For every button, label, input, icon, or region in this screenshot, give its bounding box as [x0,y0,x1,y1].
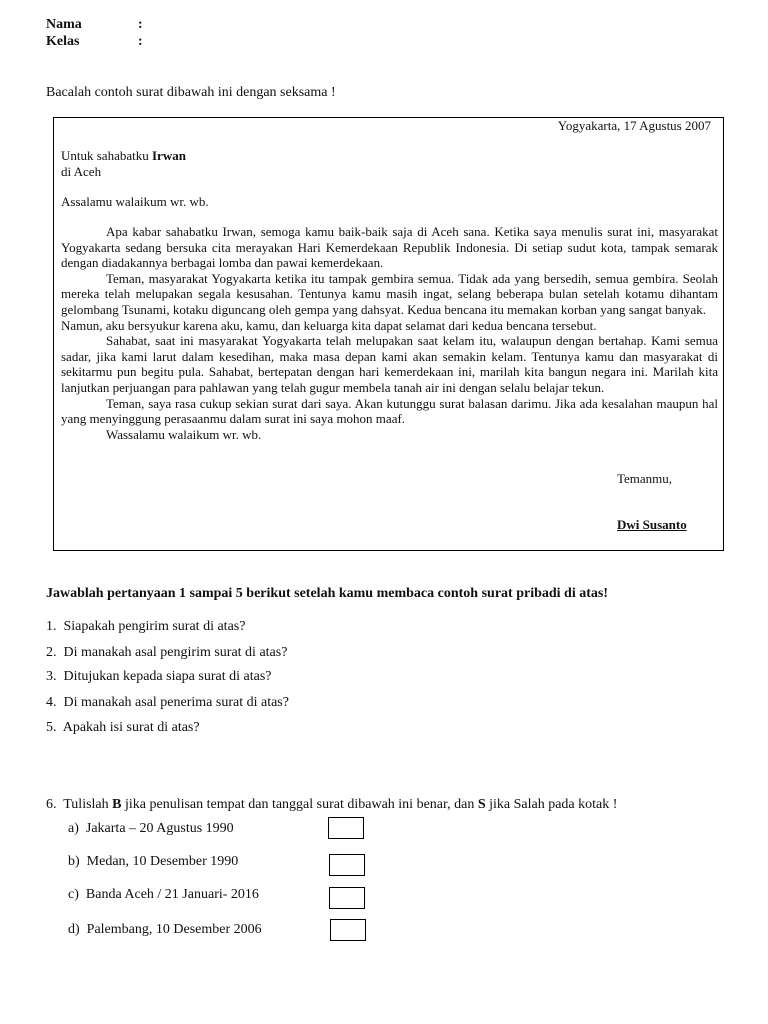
question-item [46,669,271,685]
option-text: Jakarta – 20 Agustus 1990 [85,821,234,836]
question-item [46,645,287,661]
letter-sender: Dwi Susanto [617,517,687,532]
q6-s-letter: S [477,797,486,812]
name-colon: : [138,17,143,32]
recipient-prefix: Untuk sahabatku [61,148,152,163]
question-number: 3. [46,669,57,684]
letter-place-date: Yogyakarta, 17 Agustus 2007 [557,118,711,133]
question-item [46,720,200,736]
question-number: 1. [46,619,57,634]
question-text: Di manakah asal pengirim surat di atas? [63,645,288,660]
letter-paragraph: Wassalamu walaikum wr. wb. [106,426,262,442]
option-label: c) [68,887,79,902]
option-text: Palembang, 10 Desember 2006 [86,922,262,937]
q6-option [68,887,259,903]
letter-recipient [61,148,186,164]
recipient-name: Irwan [151,148,186,163]
question-number: 5. [46,720,57,735]
option-label: a) [68,821,79,836]
question-text: Di manakah asal penerima surat di atas? [63,695,289,710]
letter-paragraph: Namun, aku bersyukur karena aku, kamu, dan keluarga kita dapat selamat dari kedua bencana tersebut. [61,317,597,333]
answer-box-d[interactable] [330,919,366,941]
question-number: 2. [46,645,57,660]
answer-box-b[interactable] [329,854,365,876]
q6-text-part: jika penulisan tempat dan tanggal surat dibawah ini benar, dan [121,797,478,812]
letter-paragraph: Sahabat, saat ini masyarakat Yogyakarta telah melupakan saat kelam itu, walaupun dengan bertahap. Kami semua sadar, jika kami larut dalam kesedihan, maka masa depan kami akan semakin kelam. Tentunya kamu dan masyarakat di sekitarmu pun begitu pula. Sahabat, bertepatan dengan hari kemerdekaan ini, marilah kita bangun negara ini. Marilah kita lanjutkan perjuangan para pahlawan yang telah gugur membela tanah air ini dengan selalu belajar tekun. [61,333,718,395]
letter-closing: Temanmu, [617,471,673,486]
option-text: Medan, 10 Desember 1990 [86,854,239,869]
letter-box [53,117,724,551]
option-label: b) [68,854,80,869]
letter-body [61,224,718,442]
q6-option [68,854,238,870]
question-6 [46,797,617,813]
question-number: 4. [46,695,57,710]
question-text: Ditujukan kepada siapa surat di atas? [63,669,272,684]
letter-paragraph: Apa kabar sahabatku Irwan, semoga kamu baik-baik saja di Aceh sana. Ketika saya menulis surat ini, masyarakat Yogyakarta sedang bersuka cita merayakan Hari Kemerdekaan Republik Indonesia. Di setiap sudut kota, tampak semarak dengan diadakannya berbagai lomba dan pawai kemerdekaan. [61,224,718,271]
letter-recipient-place: di Aceh [61,164,102,179]
question-item [46,695,289,711]
question-text: Apakah isi surat di atas? [62,720,200,735]
letter-greeting: Assalamu walaikum wr. wb. [61,194,209,209]
question-number: 6. [46,797,57,812]
reading-instruction: Bacalah contoh surat dibawah ini dengan seksama ! [46,85,336,100]
letter-paragraph: Teman, masyarakat Yogyakarta ketika itu tampak gembira semua. Tidak ada yang bersedih, semua gembira. Seolah mereka telah melupakan segala kesusahan. Tentunya kamu masih ingat, selang beberapa bulan setelah kotamu dihantam gelombang Tsunami, kotaku diguncang oleh gempa yang dahsyat. Kedua bencana itu memakan korban yang sangat banyak. [61,270,718,317]
class-colon: : [138,34,143,49]
question-text: Siapakah pengirim surat di atas? [63,619,246,634]
answer-box-a[interactable] [328,817,364,839]
q6-option [68,821,234,837]
questions-instruction: Jawablah pertanyaan 1 sampai 5 berikut setelah kamu membaca contoh surat pribadi di atas! [46,586,608,601]
class-label: Kelas [46,34,80,49]
option-label: d) [68,922,80,937]
name-label: Nama [46,17,82,32]
option-text: Banda Aceh / 21 Januari- 2016 [85,887,259,902]
answer-box-c[interactable] [329,887,365,909]
q6-option [68,922,262,938]
letter-paragraph: Teman, saya rasa cukup sekian surat dari saya. Akan kutunggu surat balasan darimu. Jika ada kesalahan maupun hal yang menyinggung perasaanmu dalam surat ini saya mohon maaf. [61,395,718,427]
question-item [46,619,245,635]
q6-b-letter: B [112,797,122,812]
q6-text-part: Tulislah [63,797,113,812]
q6-text-part: jika Salah pada kotak ! [485,797,618,812]
